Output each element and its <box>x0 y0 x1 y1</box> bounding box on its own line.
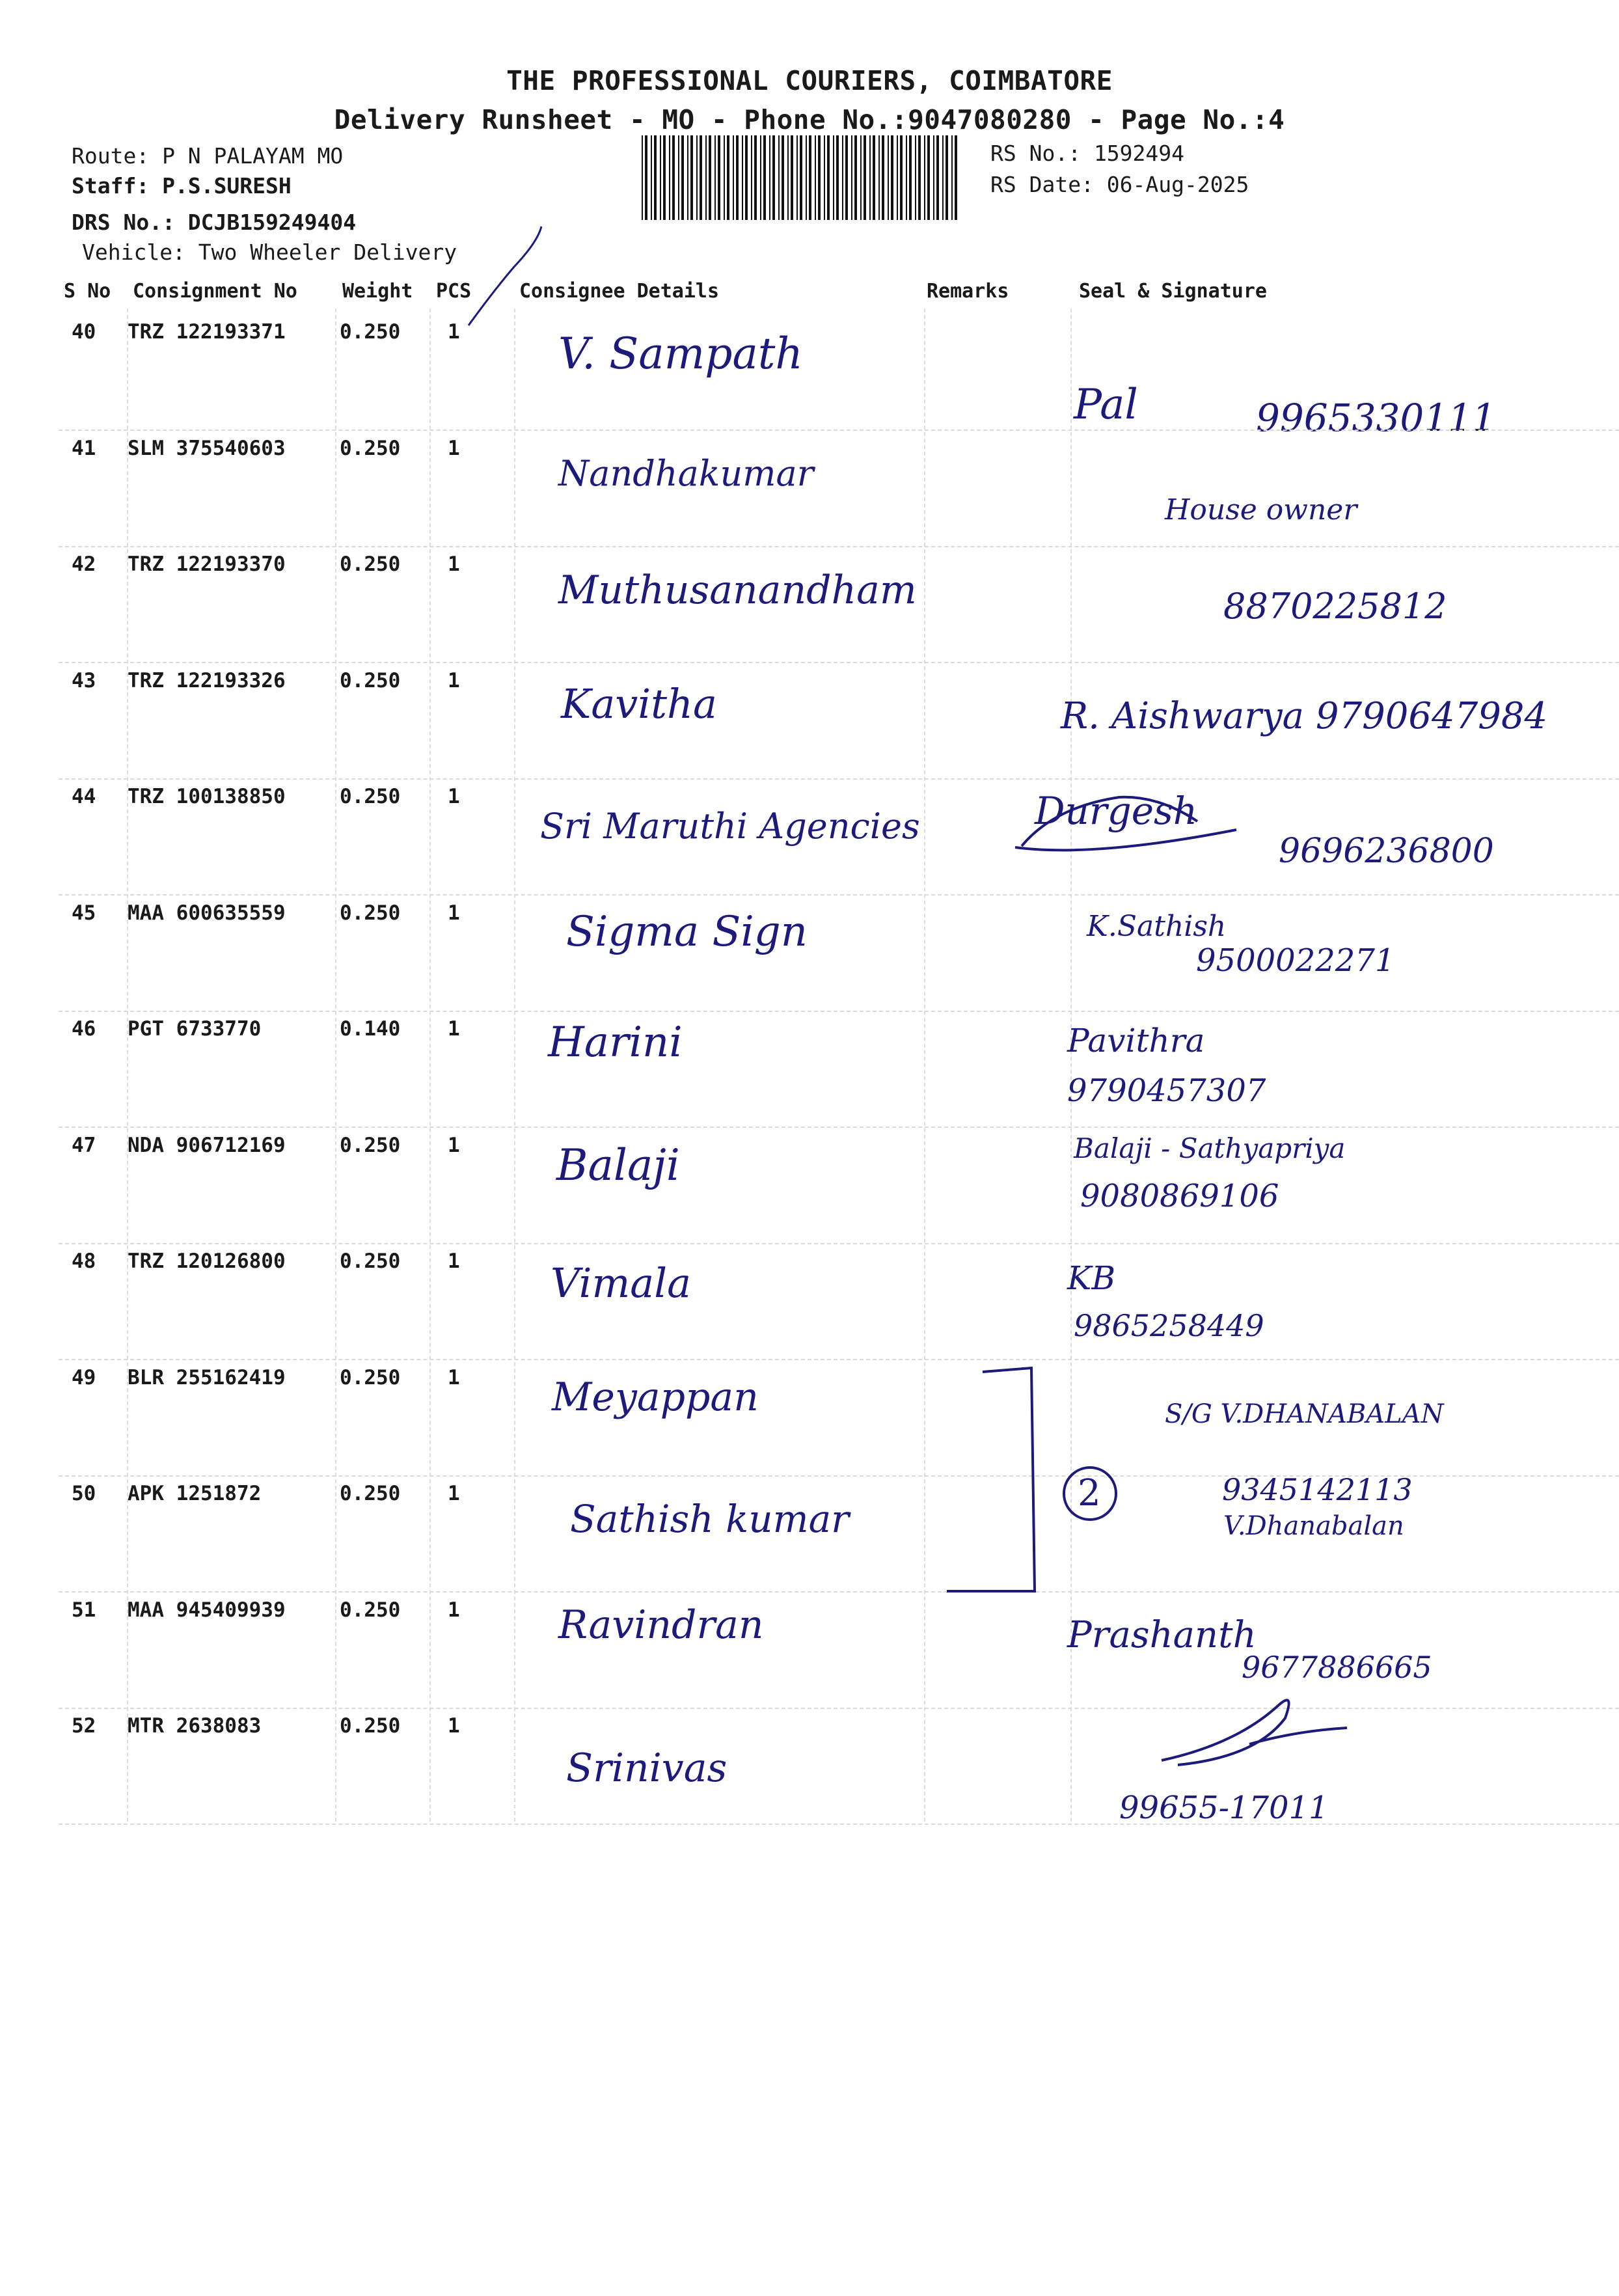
signature-handwritten: Pavithra <box>1067 1022 1205 1059</box>
barcode-bar <box>672 135 675 220</box>
signature-handwritten: 8870225812 <box>1223 586 1447 627</box>
serial-number: 47 <box>72 1133 96 1157</box>
barcode-bar <box>787 135 789 220</box>
signature-handwritten: K.Sathish <box>1087 910 1227 943</box>
runsheet-subtitle: Delivery Runsheet - MO - Phone No.:9047080280 - Page No.:4 <box>334 104 1285 135</box>
column-divider <box>127 308 128 1822</box>
bracket-mark <box>947 1368 1035 1591</box>
barcode-bar <box>918 135 921 220</box>
barcode-bar <box>842 135 843 220</box>
barcode-bar <box>724 135 725 220</box>
barcode-bar <box>878 135 880 220</box>
serial-number: 40 <box>72 320 96 344</box>
column-divider <box>429 308 431 1822</box>
signature-phone-handwritten: 9677886665 <box>1242 1650 1432 1685</box>
serial-number: 42 <box>72 553 96 576</box>
barcode-bar <box>663 135 666 220</box>
signature-phone-handwritten: 9865258449 <box>1074 1308 1264 1343</box>
barcode-bar <box>769 135 770 220</box>
row-separator <box>59 1243 1619 1244</box>
barcode-bar <box>645 135 647 220</box>
barcode-bar <box>736 135 739 220</box>
signature-phone-handwritten: V.Dhanabalan <box>1223 1511 1404 1541</box>
barcode-bar <box>678 135 679 220</box>
barcode-bar <box>851 135 852 220</box>
barcode-bar <box>915 135 916 220</box>
pcs-count: 1 <box>448 1250 460 1273</box>
row-separator <box>59 662 1619 663</box>
barcode-bar <box>882 135 884 220</box>
signature-phone-handwritten: 9696236800 <box>1279 832 1494 871</box>
row-separator <box>59 546 1619 547</box>
column-divider <box>514 308 515 1822</box>
barcode-bar <box>782 135 784 220</box>
pcs-count: 1 <box>448 1598 460 1622</box>
col-header-consignment: Consignment No <box>133 280 297 303</box>
serial-number: 43 <box>72 668 96 692</box>
weight-value: 0.250 <box>340 785 401 808</box>
pcs-count: 1 <box>448 1017 460 1041</box>
weight-value: 0.250 <box>340 1250 401 1273</box>
barcode-bar <box>900 135 903 220</box>
barcode-bar <box>955 135 957 220</box>
serial-number: 48 <box>72 1250 96 1273</box>
barcode-bar <box>796 135 798 220</box>
barcode-bar <box>924 135 925 220</box>
consignment-number: BLR 255162419 <box>128 1365 286 1389</box>
barcode-bar <box>906 135 907 220</box>
pcs-count: 1 <box>448 901 460 925</box>
consignment-number: MAA 945409939 <box>128 1598 286 1622</box>
column-divider <box>924 308 925 1822</box>
col-header-weight: Weight <box>342 280 413 303</box>
consignment-number: PGT 6733770 <box>128 1017 262 1041</box>
barcode-bar <box>909 135 912 220</box>
consignment-number: TRZ 120126800 <box>128 1250 286 1273</box>
barcode-bar <box>942 135 944 220</box>
row-separator <box>59 1591 1619 1592</box>
serial-number: 41 <box>72 436 96 460</box>
consignee-handwritten-name: Nandhakumar <box>558 453 814 494</box>
consignee-handwritten-name: Balaji <box>556 1140 680 1190</box>
consignee-handwritten-name: Srinivas <box>566 1745 728 1791</box>
signature-phone-handwritten: 9790457307 <box>1067 1073 1266 1109</box>
barcode-bar <box>933 135 934 220</box>
barcode-bar <box>696 135 698 220</box>
weight-value: 0.250 <box>340 1482 401 1505</box>
barcode-bar <box>936 135 939 220</box>
rs-number: RS No.: 1592494 <box>990 141 1185 166</box>
signature-handwritten: House owner <box>1165 493 1357 526</box>
barcode-bar <box>714 135 716 220</box>
weight-value: 0.140 <box>340 1017 401 1041</box>
barcode-bar <box>951 135 953 220</box>
col-header-sno: S No <box>64 280 111 303</box>
barcode-bar <box>888 135 889 220</box>
column-divider <box>1070 308 1072 1822</box>
barcode <box>642 135 962 220</box>
barcode-bar <box>733 135 734 220</box>
barcode-bar <box>751 135 752 220</box>
circled-number: 2 <box>1078 1472 1101 1514</box>
staff-label: Staff: P.S.SURESH <box>72 173 292 198</box>
consignment-number: APK 1251872 <box>128 1482 262 1505</box>
pcs-count: 1 <box>448 320 460 344</box>
consignment-number: TRZ 100138850 <box>128 785 286 808</box>
serial-number: 51 <box>72 1598 96 1622</box>
vehicle-label: Vehicle: Two Wheeler Delivery <box>82 239 457 265</box>
pcs-count: 1 <box>448 668 460 692</box>
drs-number: DRS No.: DCJB159249404 <box>72 210 357 235</box>
col-header-seal-signature: Seal & Signature <box>1079 280 1267 303</box>
barcode-bar <box>709 135 711 220</box>
barcode-bar <box>690 135 693 220</box>
consignment-number: TRZ 122193370 <box>128 553 286 576</box>
consignee-handwritten-name: Muthusanandham <box>558 567 917 613</box>
barcode-bar <box>864 135 866 220</box>
barcode-bar <box>763 135 766 220</box>
signature-handwritten: 9345142113 <box>1222 1472 1413 1507</box>
weight-value: 0.250 <box>340 1598 401 1622</box>
barcode-bar <box>927 135 930 220</box>
rs-date: RS Date: 06-Aug-2025 <box>990 172 1249 197</box>
col-header-pcs: PCS <box>436 280 472 303</box>
barcode-bar <box>651 135 652 220</box>
signature-handwritten: Durgesh <box>1035 789 1198 833</box>
consignment-number: SLM 375540603 <box>128 436 286 460</box>
consignee-handwritten-name: Ravindran <box>558 1602 764 1648</box>
barcode-bar <box>836 135 839 220</box>
barcode-bar <box>681 135 684 220</box>
consignee-handwritten-name: V. Sampath <box>558 329 803 379</box>
col-header-consignee: Consignee Details <box>519 280 720 303</box>
weight-value: 0.250 <box>340 668 401 692</box>
consignment-number: TRZ 122193371 <box>128 320 286 344</box>
signature-phone-handwritten: 99655-17011 <box>1119 1790 1329 1826</box>
weight-value: 0.250 <box>340 901 401 925</box>
barcode-bar <box>833 135 834 220</box>
barcode-bar <box>800 135 802 220</box>
barcode-bar <box>760 135 761 220</box>
signature-phone-handwritten: 9965330111 <box>1256 396 1497 440</box>
signature-handwritten: Prashanth <box>1067 1614 1257 1656</box>
barcode-bar <box>946 135 948 220</box>
signature-handwritten: KB <box>1067 1259 1116 1297</box>
serial-number: 50 <box>72 1482 96 1505</box>
barcode-bar <box>654 135 657 220</box>
barcode-bar <box>818 135 821 220</box>
weight-value: 0.250 <box>340 1365 401 1389</box>
barcode-bar <box>897 135 898 220</box>
barcode-bar <box>778 135 780 220</box>
barcode-bar <box>772 135 775 220</box>
signature-phone-handwritten: 9500022271 <box>1196 942 1395 979</box>
barcode-bar <box>854 135 857 220</box>
weight-value: 0.250 <box>340 553 401 576</box>
row-separator <box>59 1359 1619 1360</box>
barcode-bar <box>809 135 811 220</box>
barcode-bar <box>705 135 707 220</box>
consignment-number: NDA 906712169 <box>128 1133 286 1157</box>
consignee-handwritten-name: Sri Maruthi Agencies <box>540 806 920 847</box>
company-title: THE PROFESSIONAL COURIERS, COIMBATORE <box>506 65 1113 96</box>
barcode-bar <box>718 135 720 220</box>
weight-value: 0.250 <box>340 1714 401 1738</box>
column-divider <box>335 308 336 1822</box>
barcode-bar <box>642 135 643 220</box>
signature-scribble-52 <box>1162 1700 1347 1765</box>
barcode-bar <box>824 135 825 220</box>
pcs-count: 1 <box>448 1482 460 1505</box>
consignee-handwritten-name: Vimala <box>551 1259 692 1307</box>
barcode-bar <box>869 135 871 220</box>
consignee-handwritten-name: Kavitha <box>561 680 717 728</box>
barcode-bar <box>891 135 893 220</box>
barcode-bar <box>791 135 793 220</box>
weight-value: 0.250 <box>340 436 401 460</box>
pcs-count: 1 <box>448 1365 460 1389</box>
barcode-bar <box>860 135 862 220</box>
signature-handwritten: Balaji - Sathyapriya <box>1074 1132 1346 1164</box>
barcode-bar <box>742 135 743 220</box>
row-separator <box>59 1011 1619 1012</box>
pen-stroke-diagonal <box>469 226 541 325</box>
pcs-count: 1 <box>448 553 460 576</box>
consignee-handwritten-name: Sathish kumar <box>570 1497 849 1541</box>
consignment-number: MTR 2638083 <box>128 1714 262 1738</box>
barcode-bar <box>727 135 729 220</box>
row-separator <box>59 778 1619 780</box>
barcode-bar <box>669 135 670 220</box>
serial-number: 46 <box>72 1017 96 1041</box>
serial-number: 45 <box>72 901 96 925</box>
barcode-bar <box>745 135 748 220</box>
pcs-count: 1 <box>448 1714 460 1738</box>
row-separator <box>59 1708 1619 1709</box>
pcs-count: 1 <box>448 1133 460 1157</box>
signature-handwritten: Pal <box>1074 381 1138 429</box>
barcode-bar <box>815 135 816 220</box>
pcs-count: 1 <box>448 436 460 460</box>
barcode-bar <box>687 135 688 220</box>
consignment-number: TRZ 122193326 <box>128 668 286 692</box>
consignee-handwritten-name: Sigma Sign <box>566 908 808 956</box>
barcode-bar <box>827 135 830 220</box>
barcode-bar <box>754 135 757 220</box>
route-label: Route: P N PALAYAM MO <box>72 143 344 169</box>
barcode-bar <box>845 135 848 220</box>
consignment-number: MAA 600635559 <box>128 901 286 925</box>
weight-value: 0.250 <box>340 320 401 344</box>
signature-phone-handwritten: 9080869106 <box>1080 1178 1279 1214</box>
signature-handwritten: S/G V.DHANABALAN <box>1165 1399 1444 1429</box>
pcs-count: 1 <box>448 785 460 808</box>
barcode-bar <box>700 135 702 220</box>
row-separator <box>59 894 1619 895</box>
serial-number: 44 <box>72 785 96 808</box>
weight-value: 0.250 <box>340 1133 401 1157</box>
consignee-handwritten-name: Meyappan <box>552 1374 759 1420</box>
row-separator <box>59 1824 1619 1825</box>
serial-number: 49 <box>72 1365 96 1389</box>
consignee-handwritten-name: Harini <box>548 1018 683 1067</box>
signature-handwritten: R. Aishwarya 9790647984 <box>1061 695 1548 737</box>
barcode-bar <box>806 135 807 220</box>
row-separator <box>59 1127 1619 1128</box>
barcode-bar <box>873 135 875 220</box>
barcode-bar <box>660 135 661 220</box>
col-header-remarks: Remarks <box>927 280 1009 303</box>
row-separator <box>59 430 1619 431</box>
serial-number: 52 <box>72 1714 96 1738</box>
